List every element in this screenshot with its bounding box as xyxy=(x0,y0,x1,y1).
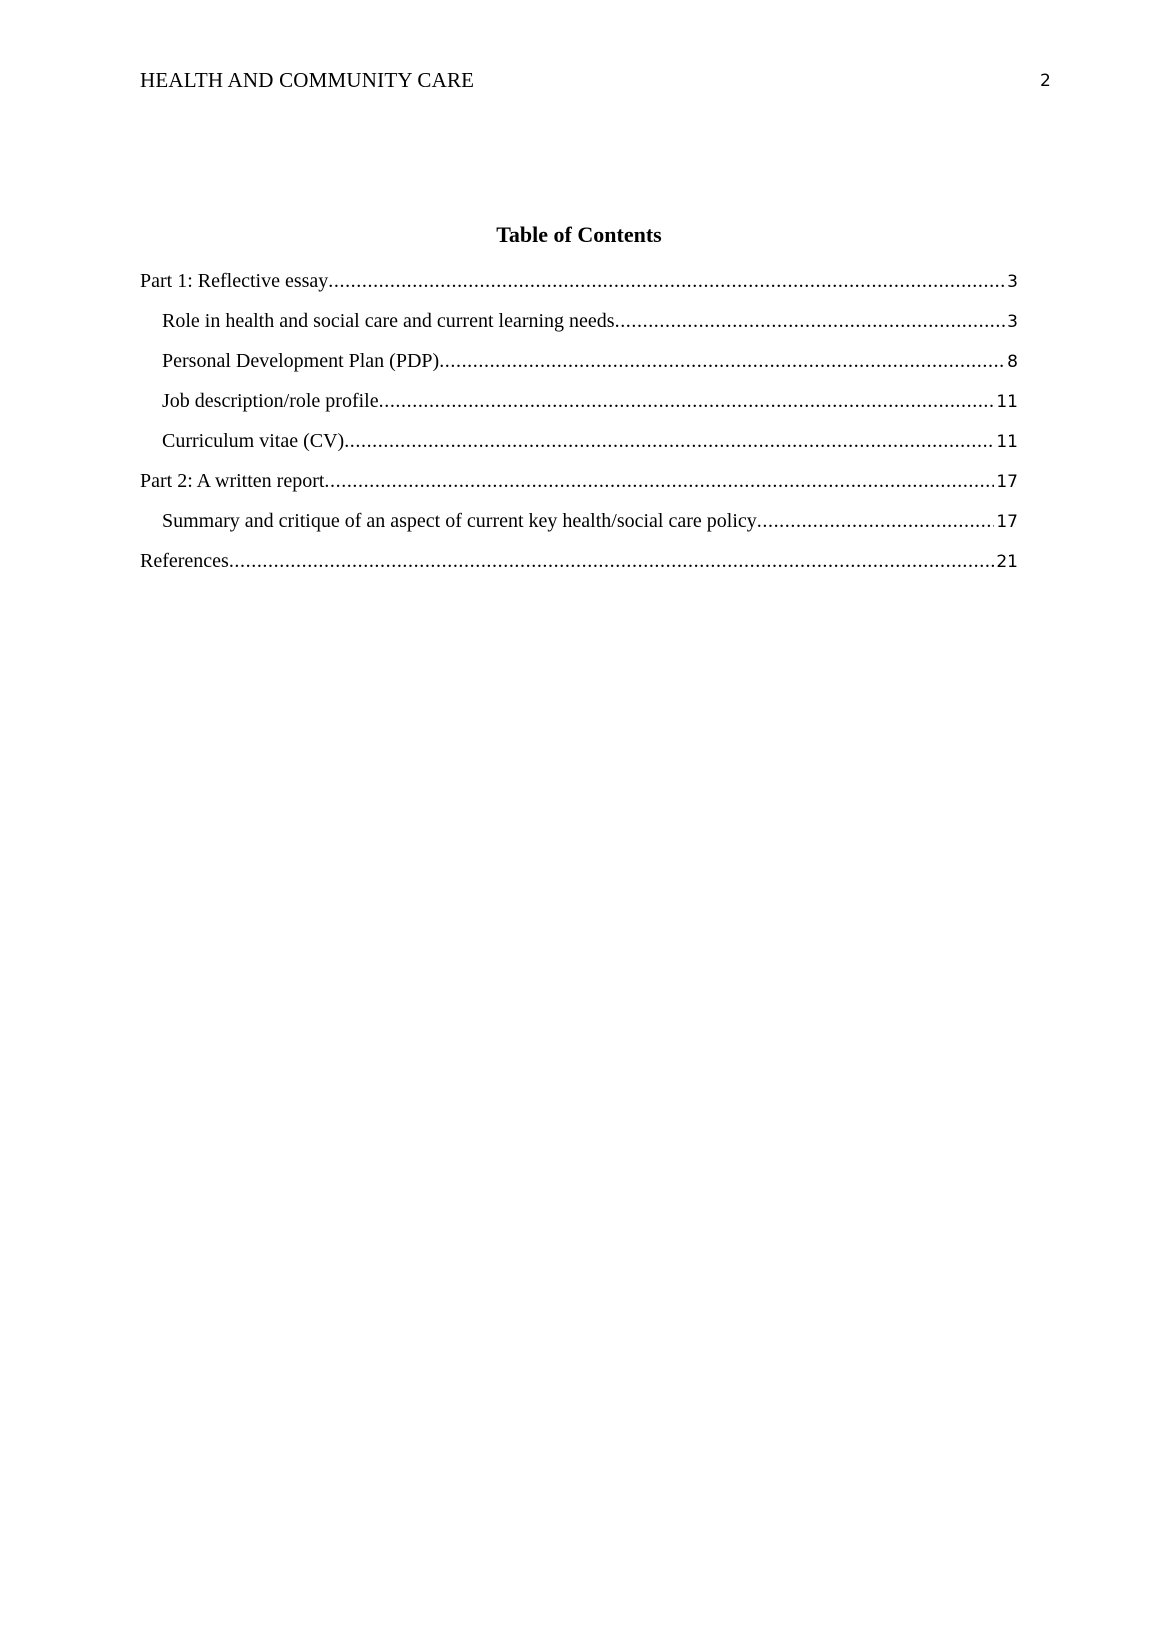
toc-entry-references[interactable] xyxy=(140,550,1018,590)
toc-entry-job-description[interactable] xyxy=(140,390,1018,430)
toc-dot-leader xyxy=(229,550,995,573)
toc-entry-label: Curriculum vitae (CV) xyxy=(162,430,345,452)
toc-entry-pdp[interactable] xyxy=(140,350,1018,390)
toc-entry-part-1[interactable] xyxy=(140,270,1018,310)
toc-entry-label: Job description/role profile xyxy=(162,390,379,412)
toc-dot-leader xyxy=(757,510,995,533)
toc-dot-leader xyxy=(328,270,1005,293)
toc-entry-summary-critique[interactable] xyxy=(140,510,1018,550)
toc-entry-page: 11 xyxy=(996,432,1018,452)
page-number: 2 xyxy=(1040,71,1051,91)
table-of-contents xyxy=(140,270,1018,590)
toc-entry-label: References xyxy=(140,550,229,572)
toc-title: Table of Contents xyxy=(496,222,662,247)
toc-dot-leader xyxy=(344,430,994,453)
toc-entry-label: Part 1: Reflective essay xyxy=(140,270,329,292)
toc-entry-label: Summary and critique of an aspect of current key health/social care policy xyxy=(162,510,757,532)
toc-dot-leader xyxy=(439,350,1005,373)
toc-dot-leader xyxy=(324,470,994,493)
toc-entry-cv[interactable] xyxy=(140,430,1018,470)
toc-entry-role[interactable] xyxy=(140,310,1018,350)
toc-dot-leader xyxy=(615,310,1006,333)
toc-entry-page: 3 xyxy=(1007,272,1018,292)
toc-entry-label: Role in health and social care and current learning needs xyxy=(162,310,615,332)
toc-entry-page: 11 xyxy=(996,392,1018,412)
toc-entry-label: Part 2: A written report xyxy=(140,470,325,492)
toc-entry-page: 3 xyxy=(1007,312,1018,332)
toc-entry-page: 21 xyxy=(996,552,1018,572)
toc-entry-page: 17 xyxy=(996,472,1018,492)
toc-entry-part-2[interactable] xyxy=(140,470,1018,510)
toc-entry-page: 8 xyxy=(1007,352,1018,372)
running-head: HEALTH AND COMMUNITY CARE xyxy=(140,68,475,92)
toc-entry-label: Personal Development Plan (PDP) xyxy=(162,350,440,372)
toc-entry-page: 17 xyxy=(996,512,1018,532)
toc-dot-leader xyxy=(379,390,995,413)
